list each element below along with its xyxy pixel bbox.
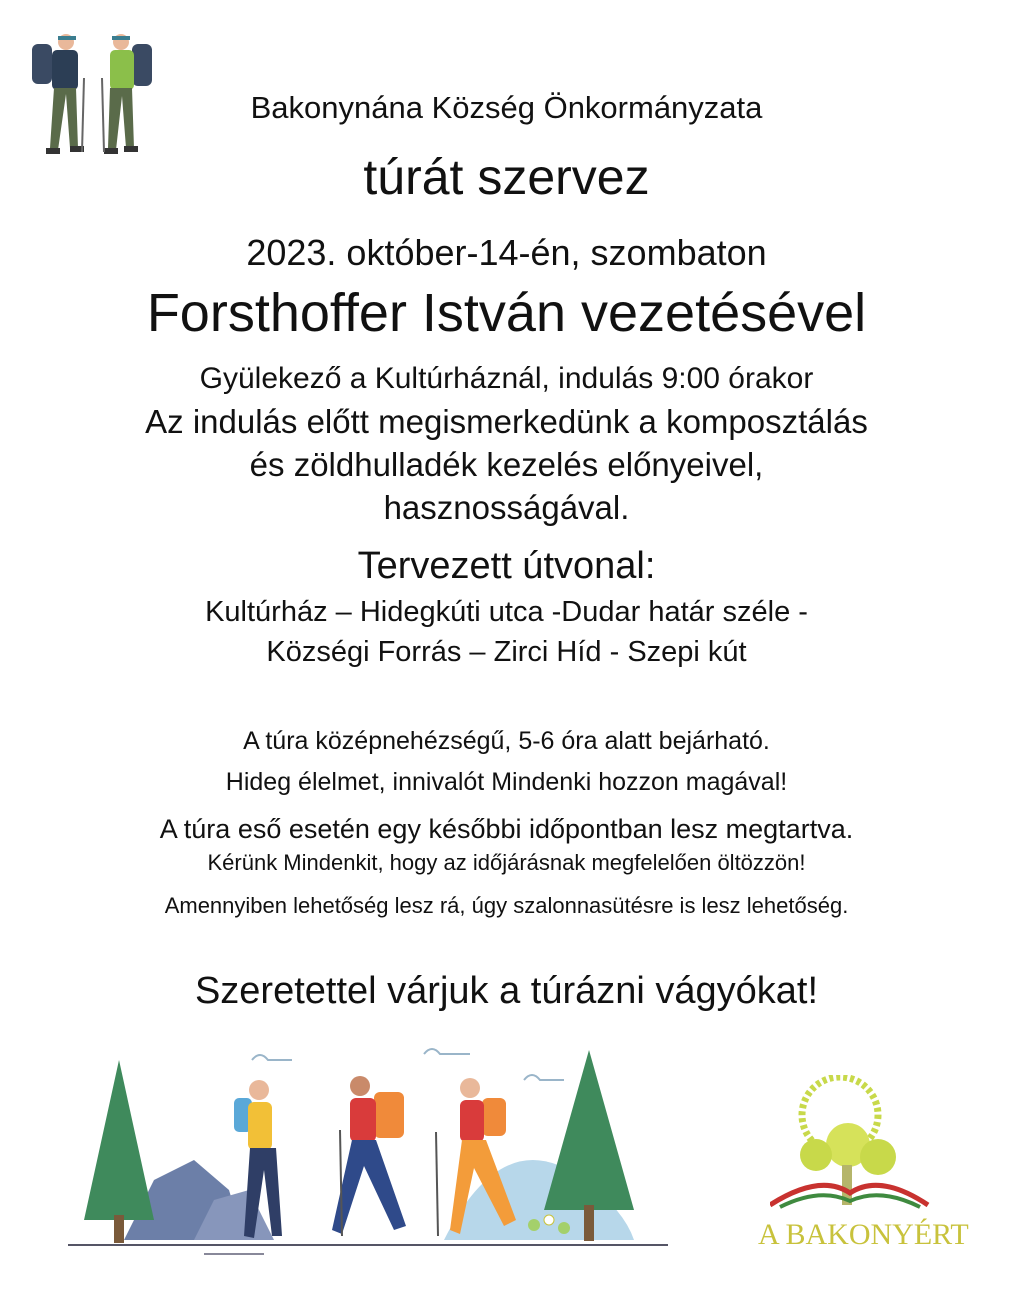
intro-line: és zöldhulladék kezelés előnyeivel, <box>249 446 764 483</box>
intro-text <box>0 400 1013 529</box>
event-date: 2023. október-14-én, szombaton <box>246 232 767 273</box>
info-line: Kérünk Mindenkit, hogy az időjárásnak megfelelően öltözzön! <box>207 850 806 875</box>
intro-line: hasznosságával. <box>383 489 630 526</box>
route-line: Községi Forrás – Zirci Híd - Szepi kút <box>266 636 747 668</box>
organizer: Bakonynána Község Önkormányzata <box>250 90 763 125</box>
logo-text: A BAKONYÉRT <box>758 1218 969 1251</box>
route-heading: Tervezett útvonal: <box>357 545 656 587</box>
intro-line: Az indulás előtt megismerkedünk a komposztálás <box>145 403 868 440</box>
tour-leader: Forsthoffer István vezetésével <box>146 283 867 343</box>
tree-on-hills-logo-icon <box>770 1075 930 1215</box>
route-text <box>0 592 1013 672</box>
info-line: A túra eső esetén egy későbbi időpontban lesz megtartva. <box>159 814 854 844</box>
meeting-info: Gyülekező a Kultúrháznál, indulás 9:00 órakor <box>199 362 814 395</box>
headline: túrát szervez <box>363 149 650 205</box>
info-line: A túra középnehézségű, 5-6 óra alatt bejárható. <box>243 727 770 755</box>
info-line: Amennyiben lehetőség lesz rá, úgy szalonnasütésre is lesz lehetőség. <box>164 893 849 918</box>
hiking-group-icon <box>64 1040 674 1255</box>
info-line: Hideg élelmet, innivalót Mindenki hozzon magával! <box>225 768 788 796</box>
route-line: Kultúrház – Hidegkúti utca -Dudar határ széle - <box>205 596 808 628</box>
closing-line: Szeretettel várjuk a túrázni vágyókat! <box>194 970 819 1012</box>
